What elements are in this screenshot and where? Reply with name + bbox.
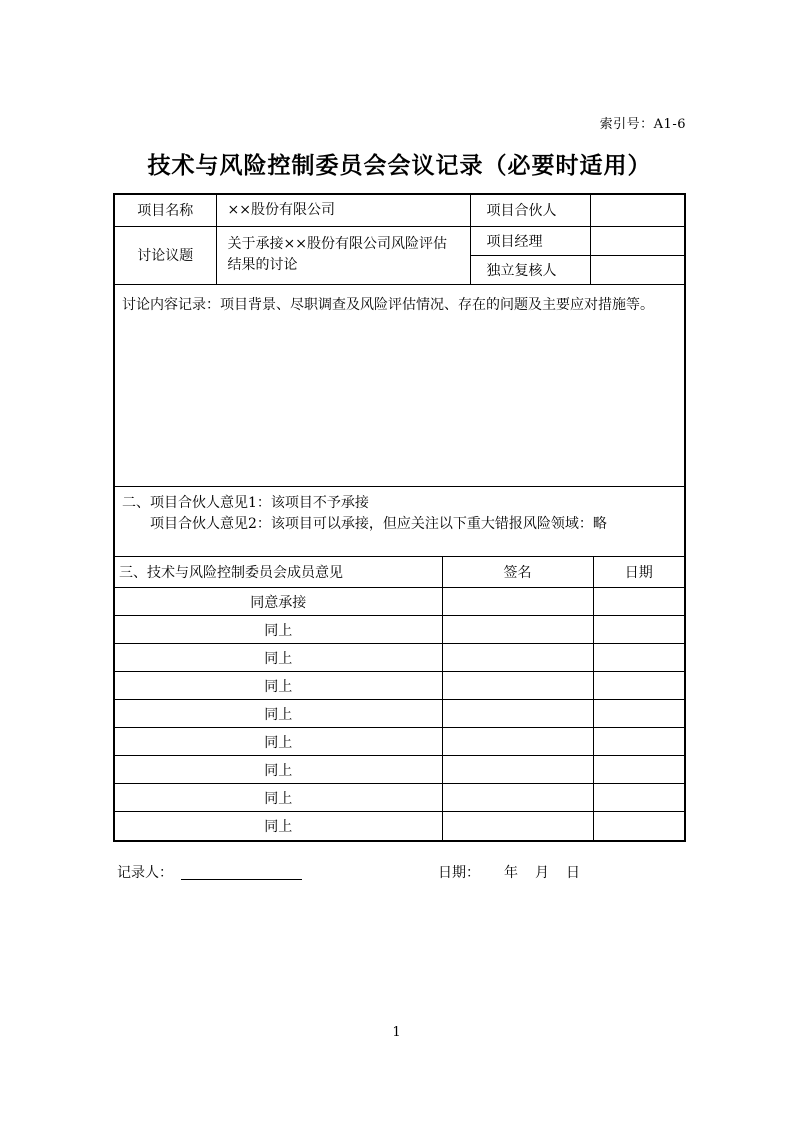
page-number: 1 bbox=[392, 1025, 401, 1040]
signature-cell bbox=[442, 616, 593, 644]
table-row bbox=[115, 756, 684, 784]
table-row bbox=[115, 812, 684, 840]
project-name-label: 项目名称 bbox=[115, 195, 216, 226]
member-opinion: 同上 bbox=[115, 756, 442, 784]
footer-day-label: 日 bbox=[566, 865, 580, 881]
member-opinion: 同上 bbox=[115, 616, 442, 644]
date-cell bbox=[593, 728, 684, 756]
table-row bbox=[115, 672, 684, 700]
independent-reviewer-label: 独立复核人 bbox=[470, 255, 590, 284]
project-partner-value-cell bbox=[590, 195, 684, 226]
signature-cell bbox=[442, 672, 593, 700]
table-row bbox=[115, 700, 684, 728]
recorder-label: 记录人： bbox=[117, 865, 173, 881]
table-row bbox=[115, 588, 684, 616]
page-title: 技术与风险控制委员会会议记录（必要时适用） bbox=[147, 153, 652, 179]
topic-label: 讨论议题 bbox=[115, 226, 216, 284]
footer-signature-line bbox=[113, 862, 686, 886]
table-row bbox=[115, 728, 684, 756]
date-cell bbox=[593, 616, 684, 644]
footer-date-label: 日期： bbox=[438, 865, 480, 881]
table-row bbox=[115, 557, 684, 588]
member-opinion: 同上 bbox=[115, 812, 442, 840]
topic-value: 关于承接××股份有限公司风险评估结果的讨论 bbox=[216, 226, 470, 284]
date-cell bbox=[593, 700, 684, 728]
partner-opinion-cell bbox=[115, 487, 684, 557]
member-opinion: 同意承接 bbox=[115, 588, 442, 616]
discussion-content-note: 讨论内容记录：项目背景、尽职调查及风险评估情况、存在的问题及主要应对措施等。 bbox=[122, 296, 654, 313]
independent-reviewer-value-cell bbox=[590, 255, 684, 284]
member-opinion: 同上 bbox=[115, 672, 442, 700]
table-row bbox=[115, 226, 684, 255]
table-row bbox=[115, 616, 684, 644]
signature-cell bbox=[442, 784, 593, 812]
footer-date-group bbox=[438, 862, 580, 882]
table-row bbox=[115, 784, 684, 812]
signature-cell bbox=[442, 728, 593, 756]
partner-opinion-line1: 二、项目合伙人意见1：该项目不予承接 bbox=[122, 494, 369, 511]
date-cell bbox=[593, 756, 684, 784]
date-cell bbox=[593, 672, 684, 700]
project-partner-label: 项目合伙人 bbox=[470, 195, 590, 226]
date-column-header: 日期 bbox=[593, 557, 684, 588]
index-number-label: 索引号：A1-6 bbox=[599, 117, 686, 132]
member-opinion: 同上 bbox=[115, 728, 442, 756]
signature-cell bbox=[442, 812, 593, 840]
table-row bbox=[115, 195, 684, 226]
table-row bbox=[115, 644, 684, 672]
meeting-record-form bbox=[113, 193, 686, 842]
project-name-value: ××股份有限公司 bbox=[216, 195, 470, 226]
date-cell bbox=[593, 588, 684, 616]
discussion-content-cell bbox=[115, 285, 684, 487]
committee-members-table bbox=[115, 557, 684, 840]
committee-section-header: 三、技术与风险控制委员会成员意见 bbox=[115, 557, 442, 588]
date-cell bbox=[593, 644, 684, 672]
project-info-table bbox=[115, 195, 684, 285]
project-manager-label: 项目经理 bbox=[470, 226, 590, 255]
recorder-signature-line bbox=[181, 879, 302, 880]
partner-opinion-line2: 项目合伙人意见2：该项目可以承接，但应关注以下重大错报风险领域：略 bbox=[150, 515, 607, 532]
member-opinion: 同上 bbox=[115, 784, 442, 812]
member-opinion: 同上 bbox=[115, 644, 442, 672]
date-cell bbox=[593, 812, 684, 840]
project-manager-value-cell bbox=[590, 226, 684, 255]
signature-cell bbox=[442, 644, 593, 672]
signature-cell bbox=[442, 756, 593, 784]
signature-column-header: 签名 bbox=[442, 557, 593, 588]
signature-cell bbox=[442, 700, 593, 728]
member-opinion: 同上 bbox=[115, 700, 442, 728]
signature-cell bbox=[442, 588, 593, 616]
footer-year-label: 年 bbox=[504, 865, 518, 881]
date-cell bbox=[593, 784, 684, 812]
footer-month-label: 月 bbox=[535, 865, 549, 881]
